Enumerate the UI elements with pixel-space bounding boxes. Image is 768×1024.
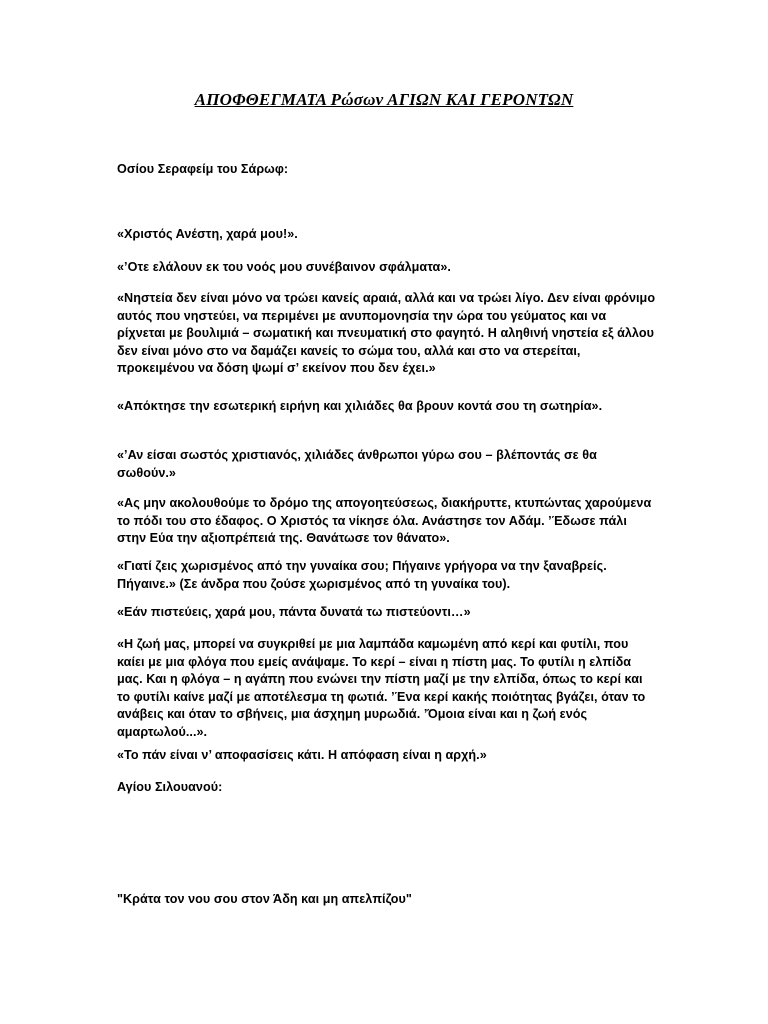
quote-paragraph: «’Αν είσαι σωστός χριστιανός, χιλιάδες άνθρωποι γύρω σου – βλέποντάς σε θα σωθούν.»: [117, 448, 597, 480]
quote-paragraph: «Το πάν είναι ν’ αποφασίσεις κάτι. Η απόφαση είναι η αρχή.»: [117, 748, 487, 762]
quote-paragraph: «Απόκτησε την εσωτερική ειρήνη και χιλιάδες θα βρουν κοντά σου τη σωτηρία».: [117, 399, 603, 413]
quote-paragraph: «Χριστός Ανέστη, χαρά μου!».: [117, 227, 298, 241]
section-heading-silouan: Αγίου Σιλουανού:: [117, 780, 223, 794]
quote-paragraph-silouan: "Κράτα τον νου σου στον Άδη και μη απελπίζου": [117, 892, 412, 906]
quote-paragraph: «Η ζωή μας, μπορεί να συγκριθεί με μια λαμπάδα καμωμένη από κερί και φυτίλι, που καίει με μια φλόγα που εμείς ανάψαμε. Το κερί – είναι η πίστη μας. Το φυτίλι η ελπίδα μας. Και η φλόγα – η αγάπη που ενώνει την πίστη μαζί με την ελπίδα, όπως το κερί και το φυτίλι καίνε μαζί με αποτέλεσμα τη φωτιά. ’Ένα κερί κακής ποιότητας βγάζει, όταν το ανάβεις και όταν το σβήνεις, μια άσχημη μυρωδιά. ’Όμοια είναι και η ζωή ενός αμαρτωλού...».: [117, 637, 646, 739]
quote-paragraph: «Νηστεία δεν είναι μόνο να τρώει κανείς αραιά, αλλά και να τρώει λίγο. Δεν είναι φρόνιμο αυτός που νηστεύει, να περιμένει με ανυπομονησία την ώρα του γεύματος και να ρίχνεται με βουλιμιά – σωματική και πνευματική στο φαγητό. Η αληθινή νηστεία εξ άλλου δεν είναι μόνο στο να δαμάζει κανείς το σώμα του, αλλά και στο να στερείται, προκειμένου να δόση ψωμί σ’ εκείνον που δεν έχει.»: [117, 291, 656, 376]
quote-paragraph: «Γιατί ζεις χωρισμένος από την γυναίκα σου; Πήγαινε γρήγορα να την ξαναβρείς. Πήγαινε.» (Σε άνδρα που ζούσε χωρισμένος από τη γυναίκα του).: [117, 559, 607, 591]
quote-paragraph: «Εάν πιστεύεις, χαρά μου, πάντα δυνατά τω πιστεύοντι…»: [117, 605, 471, 619]
quote-paragraph: «’Οτε ελάλουν εκ του νοός μου συνέβαινον σφάλματα».: [117, 260, 451, 274]
section-heading-seraphim: Οσίου Σεραφείμ του Σάρωφ:: [117, 162, 289, 176]
document-title: ΑΠΟΦΘΕΓΜΑΤΑ Ρώσων ΑΓΙΩΝ ΚΑΙ ΓΕΡΟΝΤΩΝ: [194, 90, 574, 109]
quote-paragraph: «Ας μην ακολουθούμε το δρόμο της απογοητεύσεως, διακήρυττε, κτυπώντας χαρούμενα το πόδι του στο έδαφος. Ο Χριστός τα νίκησε όλα. Ανάστησε τον Αδάμ. ’Έδωσε πάλι στην Εύα την αξιοπρέπειά της. Θανάτωσε τον θάνατο».: [117, 496, 652, 546]
